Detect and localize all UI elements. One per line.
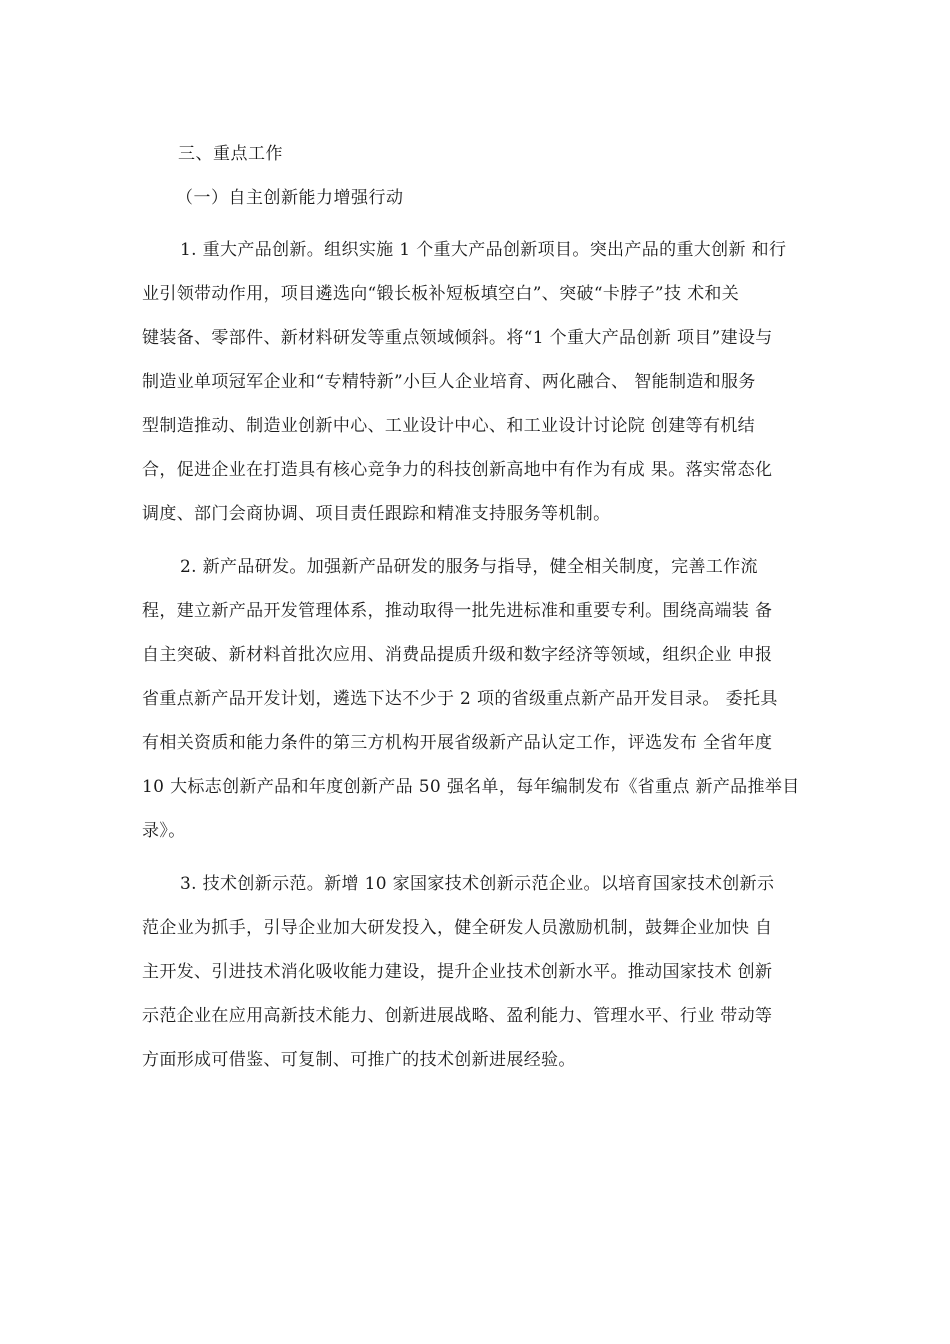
text-line: 业引领带动作用，项目遴选向“锻长板补短板填空白”、突破“卡脖子”技 术和关 xyxy=(142,284,740,304)
text-line: 10 大标志创新产品和年度创新产品 50 强名单，每年编制发布《省重点 新产品推举目 xyxy=(142,777,800,797)
text-line: 程，建立新产品开发管理体系，推动取得一批先进标准和重要专利。围绕高端装 备 xyxy=(142,601,773,621)
text-line: 2. 新产品研发。加强新产品研发的服务与指导，健全相关制度，完善工作流 xyxy=(180,557,758,577)
text-line: 制造业单项冠军企业和“专精特新”小巨人企业培育、两化融合、 智能制造和服务 xyxy=(142,372,756,392)
text-line: 录》。 xyxy=(142,821,186,841)
text-line: 调度、部门会商协调、项目责任跟踪和精准支持服务等机制。 xyxy=(142,504,611,524)
text-line: 自主突破、新材料首批次应用、消费品提质升级和数字经济等领域，组织企业 申报 xyxy=(142,645,773,665)
text-line: 省重点新产品开发计划，遴选下达不少于 2 项的省级重点新产品开发目录。 委托具 xyxy=(142,689,778,709)
text-line: 1. 重大产品创新。组织实施 1 个重大产品创新项目。突出产品的重大创新 和行 xyxy=(180,240,787,260)
text-line: 键装备、零部件、新材料研发等重点领域倾斜。将“1 个重大产品创新 项目”建设与 xyxy=(142,328,773,348)
section-heading: 三、重点工作 xyxy=(178,144,283,164)
text-line: 3. 技术创新示范。新增 10 家国家技术创新示范企业。以培育国家技术创新示 xyxy=(180,874,775,894)
paragraph-technology-innovation-demo xyxy=(142,862,813,1082)
text-line: 合，促进企业在打造具有核心竞争力的科技创新高地中有作为有成 果。落实常态化 xyxy=(142,460,773,480)
text-line: 方面形成可借鉴、可复制、可推广的技术创新进展经验。 xyxy=(142,1050,576,1070)
text-line: 型制造推动、制造业创新中心、工业设计中心、和工业设计讨论院 创建等有机结 xyxy=(142,416,756,436)
text-line: 主开发、引进技术消化吸收能力建设，提升企业技术创新水平。推动国家技术 创新 xyxy=(142,962,773,982)
text-line: 有相关资质和能力条件的第三方机构开展省级新产品认定工作，评选发布 全省年度 xyxy=(142,733,773,753)
subsection-heading: （一）自主创新能力增强行动 xyxy=(176,188,404,208)
text-line: 范企业为抓手，引导企业加大研发投入，健全研发人员激励机制，鼓舞企业加快 自 xyxy=(142,918,773,938)
text-line: 示范企业在应用高新技术能力、创新进展战略、盈利能力、管理水平、行业 带动等 xyxy=(142,1006,773,1026)
document-page xyxy=(142,136,813,1091)
paragraph-major-product-innovation xyxy=(142,228,813,536)
paragraph-new-product-development xyxy=(142,545,813,853)
